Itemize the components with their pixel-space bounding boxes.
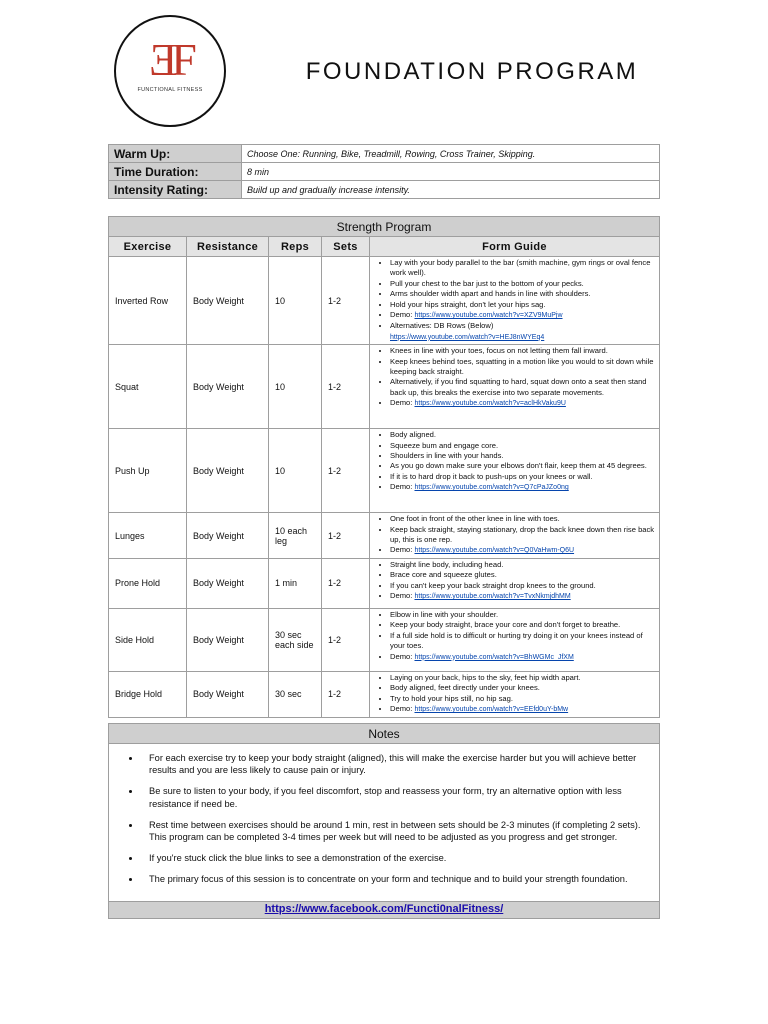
form-guide-item: [390, 289, 655, 299]
exercise-sets: 1-2: [322, 608, 370, 671]
form-guide: [370, 429, 660, 513]
form-guide-item: [390, 258, 655, 279]
exercise-row: [109, 513, 660, 559]
exercise-reps: 30 sec each side: [269, 608, 322, 671]
form-guide-text: Keep your body straight, brace your core and don't forget to breathe.: [390, 620, 621, 630]
form-guide-item: [390, 704, 655, 715]
exercise-exercise: Squat: [109, 345, 187, 429]
notes-title: Notes: [109, 724, 660, 744]
warmup-value: Choose One: Running, Bike, Treadmill, Rowing, Cross Trainer, Skipping.: [242, 145, 660, 163]
form-guide-item: [390, 514, 655, 524]
form-guide-item: [390, 694, 655, 704]
column-header: Form Guide: [370, 237, 660, 257]
demo-link[interactable]: https://www.youtube.com/watch?v=EEfd0uY-bMw: [414, 706, 569, 714]
warmup-label: Time Duration:: [109, 163, 242, 181]
warmup-row: [109, 181, 660, 199]
form-guide-list: [374, 514, 655, 557]
form-guide: [370, 608, 660, 671]
warmup-table: [108, 144, 660, 199]
form-guide-text: Demo:: [390, 704, 415, 714]
exercise-row: [109, 608, 660, 671]
form-guide-item: [390, 570, 655, 580]
form-guide-text: One foot in front of the other knee in line with toes.: [390, 514, 560, 524]
form-guide-item: [390, 346, 655, 356]
form-guide-item: [390, 482, 655, 493]
exercise-row: [109, 345, 660, 429]
form-guide-text: Alternatives: DB Rows (Below): [390, 321, 494, 331]
form-guide-item: [390, 377, 655, 398]
exercise-exercise: Inverted Row: [109, 257, 187, 345]
form-guide-item: [390, 472, 655, 482]
form-guide-text: If a full side hold is to difficult or hurting try doing it on your knees instead of your toes.: [390, 630, 643, 651]
form-guide-text: Pull your chest to the bar just to the bottom of your pecks.: [390, 278, 584, 288]
exercise-reps: 30 sec: [269, 671, 322, 717]
exercise-reps: 10: [269, 345, 322, 429]
form-guide-text: Lay with your body parallel to the bar (smith machine, gym rings or oval fence work well).: [390, 258, 651, 278]
form-guide-text: Demo:: [390, 398, 415, 408]
form-guide-item: [390, 591, 655, 602]
form-guide-text: Keep back straight, staying stationary, drop the back knee down then rise back up, this is one rep.: [390, 524, 655, 545]
form-guide-text: Body aligned.: [390, 430, 437, 440]
form-guide-item: [390, 545, 655, 556]
form-guide-text: Try to hold your hips still, no hip sag.: [390, 693, 513, 703]
form-guide-item: [390, 620, 655, 630]
exercise-resistance: Body Weight: [187, 558, 269, 608]
form-guide-item: [390, 279, 655, 289]
form-guide: [370, 513, 660, 559]
form-guide-text: Arms shoulder width apart and hands in line with shoulders.: [390, 289, 591, 299]
form-guide-text: Knees in line with your toes, focus on not letting them fall inward.: [390, 346, 608, 356]
exercise-sets: 1-2: [322, 558, 370, 608]
form-guide-item: [390, 398, 655, 409]
form-guide-item: [390, 461, 655, 471]
exercise-reps: 10: [269, 429, 322, 513]
column-header: Reps: [269, 237, 322, 257]
brand-logo: [114, 15, 226, 127]
form-guide-text: Body aligned, feet directly under your knees.: [390, 683, 540, 693]
logo-text: FUNCTIONAL FITNESS: [137, 87, 203, 93]
form-guide-text: Hold your hips straight, don't let your hips sag.: [390, 299, 546, 309]
form-guide-list: [374, 346, 655, 409]
form-guide-list: [374, 560, 655, 603]
form-guide-text: Demo:: [390, 310, 415, 320]
note-item: • Rest time between exercises should be around 1 min, rest in between sets should be 2-3 minutes (if completing 2 sets). This program can be completed 3-4 times per week but will need to be adjusted as you progress and get stronger.: [141, 819, 649, 843]
warmup-label: Intensity Rating:: [109, 181, 242, 199]
form-guide: [370, 257, 660, 345]
exercise-reps: 10 each leg: [269, 513, 322, 559]
exercise-row: [109, 558, 660, 608]
form-guide-text: Laying on your back, hips to the sky, feet hip width apart.: [390, 672, 581, 682]
exercise-resistance: Body Weight: [187, 513, 269, 559]
strength-table: [108, 216, 660, 718]
form-guide-item: [390, 430, 655, 440]
form-guide-item: [390, 673, 655, 683]
demo-link[interactable]: https://www.youtube.com/watch?v=XZV9MuPjw: [414, 312, 563, 320]
exercise-exercise: Push Up: [109, 429, 187, 513]
column-header: Sets: [322, 237, 370, 257]
exercise-reps: 10: [269, 257, 322, 345]
form-guide-list: [374, 258, 655, 343]
form-guide: [370, 345, 660, 429]
form-guide-text: Demo:: [390, 545, 415, 555]
form-guide-item: [390, 525, 655, 546]
exercise-resistance: Body Weight: [187, 429, 269, 513]
form-guide-item: [390, 581, 655, 591]
exercise-resistance: Body Weight: [187, 257, 269, 345]
column-header: Exercise: [109, 237, 187, 257]
exercise-row: [109, 671, 660, 717]
page-title: FOUNDATION PROGRAM: [305, 58, 639, 85]
exercise-sets: 1-2: [322, 671, 370, 717]
form-guide-text: Straight line body, including head.: [390, 559, 504, 569]
logo-mark: ƎF: [149, 34, 191, 85]
note-item: • Be sure to listen to your body, if you feel discomfort, stop and reassess your form, try an alternative option with less resistance if need be.: [141, 785, 649, 809]
form-guide-list: [374, 430, 655, 493]
note-item: • The primary focus of this session is to concentrate on your form and technique and to build your strength foundation.: [141, 873, 649, 885]
exercise-sets: 1-2: [322, 513, 370, 559]
form-guide-item: [390, 560, 655, 570]
exercise-sets: 1-2: [322, 257, 370, 345]
form-guide-list: [374, 673, 655, 716]
notes-body: [109, 744, 660, 902]
warmup-label: Warm Up:: [109, 145, 242, 163]
form-guide-item: [390, 357, 655, 378]
column-header: Resistance: [187, 237, 269, 257]
demo-link[interactable]: https://www.youtube.com/watch?v=Q7cPaJZo0ng: [414, 484, 569, 492]
demo-link[interactable]: https://www.youtube.com/watch?v=aclHkVaku9U: [414, 400, 566, 408]
form-guide-text: Keep knees behind toes, squatting in a motion like you would to sit down while keeping back straight.: [390, 356, 654, 377]
demo-link[interactable]: https://www.youtube.com/watch?v=Q0VaHwm-Q6U: [414, 547, 575, 555]
exercise-reps: 1 min: [269, 558, 322, 608]
form-guide-list: [374, 610, 655, 663]
exercise-resistance: Body Weight: [187, 608, 269, 671]
form-guide-text: Elbow in line with your shoulder.: [390, 609, 499, 619]
form-guide-text: Demo:: [390, 651, 415, 661]
form-guide: [370, 558, 660, 608]
form-guide-item: [390, 310, 655, 321]
form-guide-item: [390, 441, 655, 451]
note-item: • If you're stuck click the blue links to see a demonstration of the exercise.: [141, 852, 649, 864]
form-guide-item: [390, 300, 655, 310]
exercise-exercise: Side Hold: [109, 608, 187, 671]
form-guide-item: [390, 610, 655, 620]
form-guide-text: Brace core and squeeze glutes.: [390, 570, 497, 580]
form-guide-text: As you go down make sure your elbows don't flair, keep them at 45 degrees.: [390, 461, 647, 471]
exercise-exercise: Lunges: [109, 513, 187, 559]
warmup-value: Build up and gradually increase intensity.: [242, 181, 660, 199]
form-guide-item: [390, 451, 655, 461]
exercise-sets: 1-2: [322, 345, 370, 429]
note-item: • For each exercise try to keep your body straight (aligned), this will make the exercise harder but you will achieve better results and you are less likely to cause pain or injury.: [141, 752, 649, 776]
form-guide-text: Alternatively, if you find squatting to hard, squat down onto a seat then stand back up, this breaks the exercise into two separate movements.: [390, 377, 647, 397]
form-guide-text: Shoulders in line with your hands.: [390, 451, 504, 461]
strength-title: Strength Program: [109, 217, 660, 237]
form-guide-item: [390, 631, 655, 652]
form-guide-item: [390, 321, 655, 343]
demo-link[interactable]: https://www.youtube.com/watch?v=BhWGMc_JfXM: [414, 653, 574, 661]
exercise-resistance: Body Weight: [187, 345, 269, 429]
exercise-row: [109, 257, 660, 345]
form-guide-item: [390, 652, 655, 663]
warmup-row: [109, 145, 660, 163]
form-guide-text: Squeeze bum and engage core.: [390, 440, 499, 450]
exercise-resistance: Body Weight: [187, 671, 269, 717]
exercise-exercise: Bridge Hold: [109, 671, 187, 717]
exercise-sets: 1-2: [322, 429, 370, 513]
form-guide-item: [390, 683, 655, 693]
warmup-row: [109, 163, 660, 181]
demo-link[interactable]: https://www.youtube.com/watch?v=HEJ8nWYEq4: [390, 333, 545, 341]
form-guide-text: Demo:: [390, 591, 415, 601]
notes-table: [108, 723, 660, 919]
form-guide-text: Demo:: [390, 482, 415, 492]
warmup-value: 8 min: [242, 163, 660, 181]
exercise-exercise: Prone Hold: [109, 558, 187, 608]
exercise-row: [109, 429, 660, 513]
form-guide: [370, 671, 660, 717]
demo-link[interactable]: https://www.youtube.com/watch?v=TvxNkmjdhMM: [414, 593, 571, 601]
form-guide-text: If you can't keep your back straight drop knees to the ground.: [390, 580, 596, 590]
facebook-link[interactable]: https://www.facebook.com/Functi0nalFitness/: [264, 902, 504, 915]
form-guide-text: If it is to hard drop it back to push-ups on your knees or wall.: [390, 471, 593, 481]
facebook-link-cell: [109, 901, 660, 918]
